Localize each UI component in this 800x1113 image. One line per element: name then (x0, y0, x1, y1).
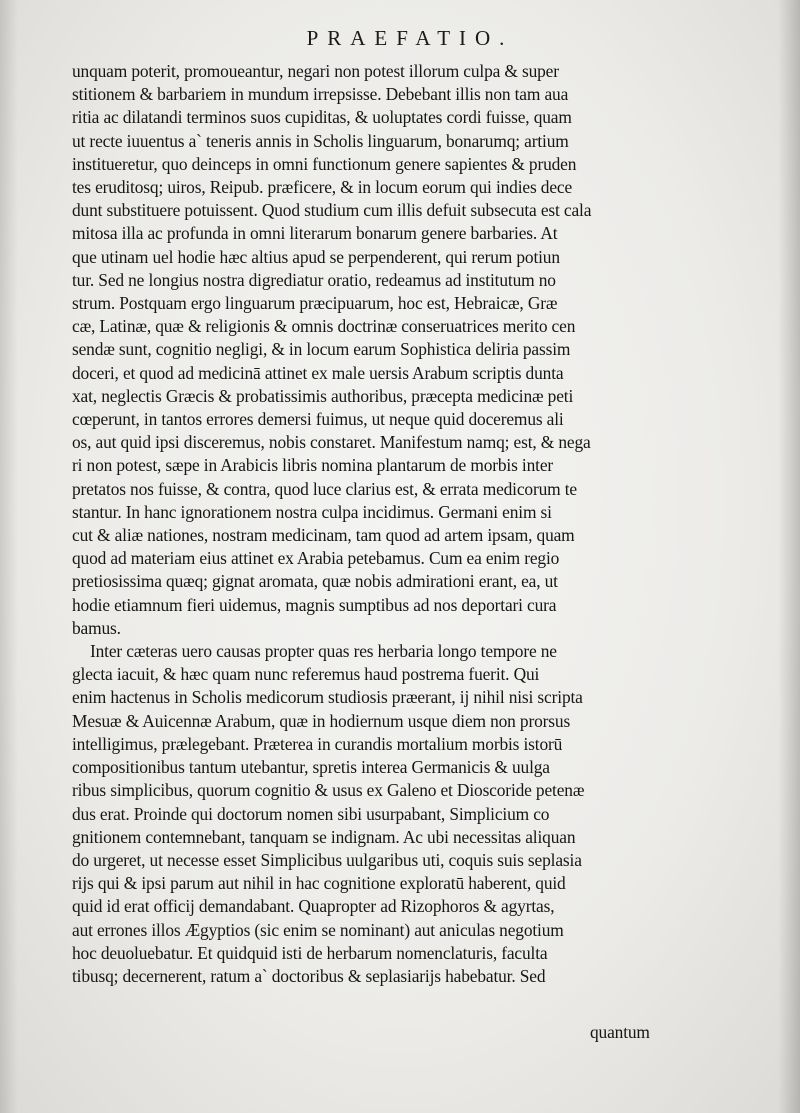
text-line: ritia ac dilatandi terminos suos cupiditas, & uoluptates cordi fuisse, quam (72, 107, 572, 128)
text-line: quod ad materiam eius attinet ex Arabia petebamus. Cum ea enim regio (72, 548, 560, 569)
text-line: tibusq; decernerent, ratum a` doctoribus & seplasiarijs habebatur. Sed (72, 965, 546, 986)
text-line: hodie etiamnum fieri uidemus, magnis sumptibus ad nos deportari cura (72, 594, 557, 615)
text-line: strum. Postquam ergo linguarum præcipuarum, hoc est, Hebraicæ, Græ (72, 293, 558, 314)
text-line: doceri, et quod ad medicinā attinet ex male uersis Arabum scriptis dunta (72, 362, 564, 383)
text-line: unquam poterit, promoueantur, negari non potest illorum culpa & super (72, 61, 559, 81)
text-line: glecta iacuit, & hæc quam nunc referemus haud postrema fuerit. Qui (72, 664, 540, 685)
page-shadow-left (0, 0, 18, 1113)
text-line: dunt substituere potuissent. Quod studium cum illis defuit subsecuta est cala (72, 200, 592, 221)
text-line: gnitionem contemnebant, tanquam se indignam. Ac ubi necessitas aliquan (72, 826, 576, 847)
text-line: intelligimus, prælegebant. Præterea in curandis mortalium morbis istorū (72, 733, 563, 754)
running-head: PRAEFATIO. (306, 26, 514, 50)
text-line: stantur. In hanc ignorationem nostra culpa incidimus. Germani enim si (72, 501, 552, 522)
text-line: bamus. (72, 617, 121, 638)
text-line: tur. Sed ne longius nostra digrediatur oratio, redeamus ad institutum no (72, 269, 556, 290)
text-line: Mesuæ & Auicennæ Arabum, quæ in hodiernum usque diem non prorsus (72, 710, 571, 731)
page-shadow-right (778, 0, 800, 1113)
text-line: aut errones illos Ægyptios (sic enim se nominant) aut aniculas negotium (72, 919, 564, 940)
text-line: rijs qui & ipsi parum aut nihil in hac cognitione exploratū haberent, quid (72, 873, 566, 894)
text-line: os, aut quid ipsi disceremus, nobis constaret. Manifestum namq; est, & nega (72, 432, 591, 453)
text-line: sendæ sunt, cognitio negligi, & in locum earum Sophistica deliria passim (72, 339, 571, 360)
text-line: cut & aliæ nationes, nostram medicinam, tam quod ad artem ipsam, quam (72, 525, 575, 546)
catchword: quantum (590, 1022, 650, 1042)
text-line: compositionibus tantum utebantur, spretis interea Germanicis & uulga (72, 757, 550, 778)
text-line: ut recte iuuentus a` teneris annis in Scholis linguarum, bonarumq; artium (72, 130, 569, 151)
text-line: mitosa illa ac profunda in omni literarum bonarum genere barbaries. At (72, 223, 558, 244)
text-line: que utinam uel hodie hæc altius apud se perpenderent, qui rerum potiun (72, 246, 560, 267)
text-line: xat, neglectis Græcis & probatissimis authoribus, præcepta medicinæ peti (72, 385, 574, 406)
text-line: quid id erat officij demandabant. Quapropter ad Rizophoros & agyrtas, (72, 896, 555, 917)
text-line: Inter cæteras uero causas propter quas res herbaria longo tempore ne (90, 641, 557, 662)
text-line: pretatos nos fuisse, & contra, quod luce clarius est, & errata medicorum te (72, 478, 577, 499)
body-text (72, 60, 684, 988)
text-line: tes eruditosq; uiros, Reipub. præficere, & in locum eorum qui indies dece (72, 177, 573, 198)
text-line: ri non potest, sæpe in Arabicis libris nomina plantarum de morbis inter (72, 455, 554, 476)
text-line: institueretur, quo deinceps in omni functionum genere sapientes & pruden (72, 153, 577, 174)
text-line: stitionem & barbariem in mundum irrepsisse. Debebant illis non tam aua (72, 84, 569, 105)
text-line: do urgeret, ut necesse esset Simplicibus uulgaribus uti, coquis suis seplasia (72, 849, 582, 870)
text-line: enim hactenus in Scholis medicorum studiosis præerant, ij nihil nisi scripta (72, 687, 583, 708)
text-line: dus erat. Proinde qui doctorum nomen sibi usurpabant, Simplicium co (72, 803, 550, 824)
text-line: pretiosissima quæq; gignat aromata, quæ nobis admirationi erant, ea, ut (72, 571, 558, 592)
text-line: cœperunt, in tantos errores demersi fuimus, ut neque quid doceremus ali (72, 409, 564, 430)
text-line: ribus simplicibus, quorum cognitio & usus ex Galeno et Dioscoride petenæ (72, 780, 585, 801)
text-line: cæ, Latinæ, quæ & religionis & omnis doctrinæ conseruatrices merito cen (72, 316, 576, 337)
text-line: hoc deuoluebatur. Et quidquid isti de herbarum nomenclaturis, faculta (72, 942, 548, 963)
